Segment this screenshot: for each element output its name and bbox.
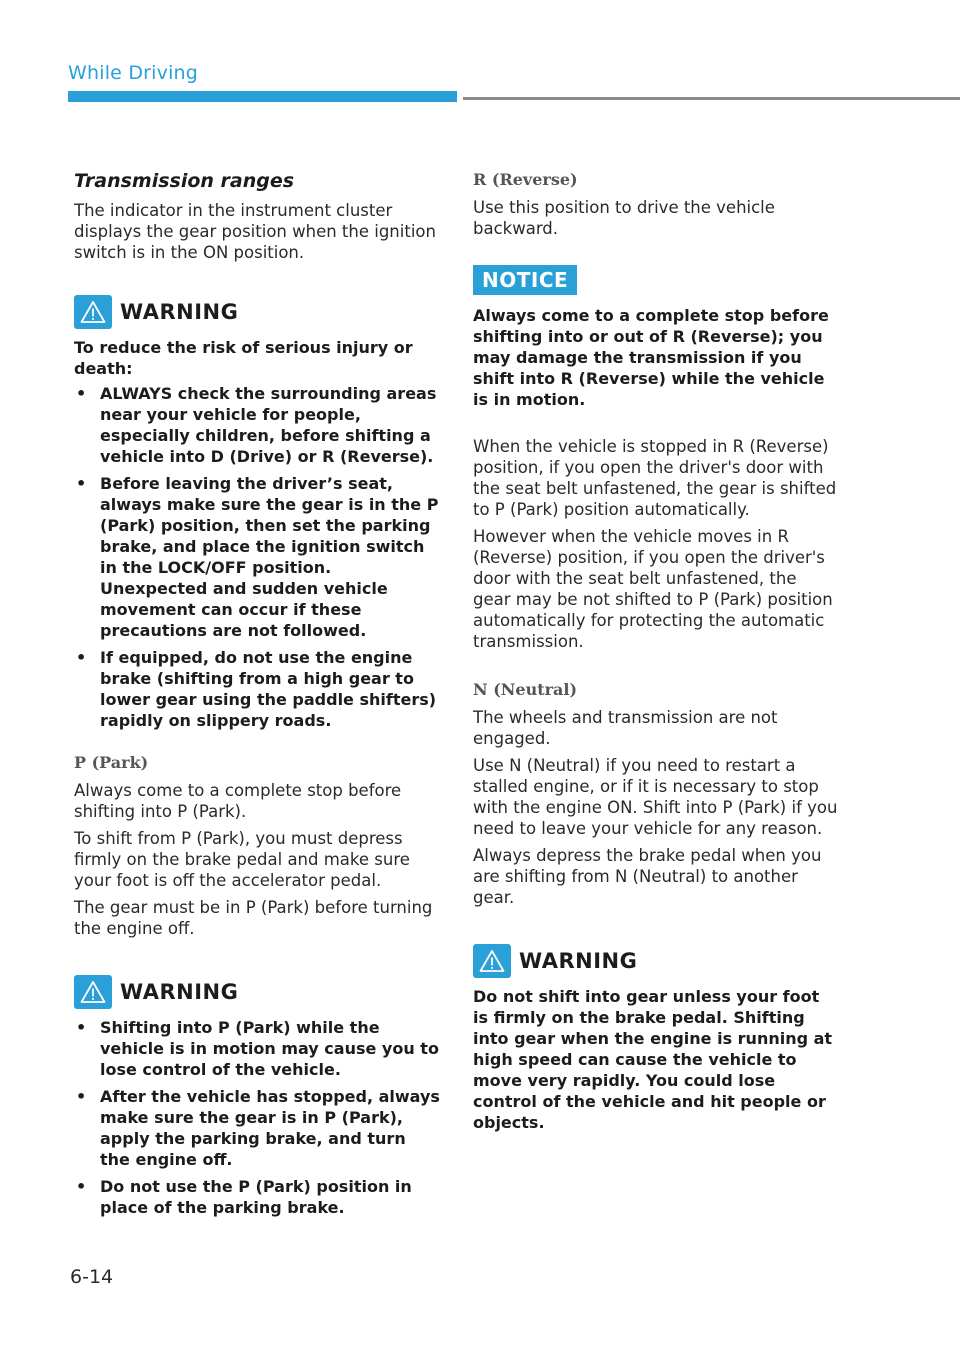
list-item xyxy=(74,1017,440,1080)
warning-heading xyxy=(473,944,839,978)
notice-text: Always come to a complete stop before shifting into or out of R (Reverse); you may damage the transmission if you shift into R (Reverse) while the vehicle is in motion. xyxy=(473,306,829,409)
header-rule xyxy=(463,97,960,100)
warning-triangle-icon xyxy=(473,944,511,978)
right-column xyxy=(473,170,839,1137)
park-paragraph: Always come to a complete stop before shifting into P (Park). xyxy=(74,781,402,821)
list-item xyxy=(74,383,440,467)
list-item-text: Before leaving the driver’s seat, always make sure the gear is in the P (Park) position, then set the parking brake, and place the ignition switch in the LOCK/OFF position. Unexpected and sudden vehicle movement can occur if these precautions are not followed. xyxy=(100,474,439,640)
list-item xyxy=(74,647,440,731)
warning-list xyxy=(74,383,440,731)
left-column xyxy=(74,170,440,1224)
bullet-icon: • xyxy=(76,1018,87,1037)
park-title: P (Park) xyxy=(74,753,149,772)
warning-block-3 xyxy=(473,944,839,1133)
list-item-text: Do not use the P (Park) position in place of the parking brake. xyxy=(100,1177,412,1217)
neutral-paragraph: The wheels and transmission are not engaged. xyxy=(473,708,778,748)
list-item-text: After the vehicle has stopped, always make sure the gear is in P (Park), apply the parking brake, and turn the engine off. xyxy=(100,1087,440,1169)
warning-text: Do not shift into gear unless your foot is firmly on the brake pedal. Shifting into gear when the engine is running at high speed can cause the vehicle to move very rapidly. You could lose control of the vehicle and hit people or objects. xyxy=(473,987,833,1132)
notice-block xyxy=(473,265,839,410)
list-item xyxy=(74,1086,440,1170)
reverse-title: R (Reverse) xyxy=(473,170,578,189)
bullet-icon: • xyxy=(76,1177,87,1196)
list-item-text: Shifting into P (Park) while the vehicle is in motion may cause you to lose control of the vehicle. xyxy=(100,1018,439,1079)
warning-heading xyxy=(74,295,440,329)
page-number: 6-14 xyxy=(70,1266,114,1288)
header-accent-bar xyxy=(68,91,457,102)
page-header-title: While Driving xyxy=(68,62,199,84)
reverse-paragraph: Use this position to drive the vehicle backward. xyxy=(473,198,775,238)
section-title: Transmission ranges xyxy=(74,170,295,192)
warning-block-1 xyxy=(74,295,440,731)
neutral-title: N (Neutral) xyxy=(473,680,578,699)
bullet-icon: • xyxy=(76,384,87,403)
warning-heading xyxy=(74,975,440,1009)
list-item-text: ALWAYS check the surrounding areas near your vehicle for people, especially children, before shifting a vehicle into D (Drive) or R (Reverse). xyxy=(100,384,437,466)
bullet-icon: • xyxy=(76,648,87,667)
warning-label: WARNING xyxy=(519,949,638,973)
neutral-paragraph: Always depress the brake pedal when you are shifting from N (Neutral) to another gear. xyxy=(473,846,822,907)
list-item xyxy=(74,473,440,641)
warning-label: WARNING xyxy=(120,980,239,1004)
list-item-text: If equipped, do not use the engine brake (shifting from a high gear to lower gear using the paddle shifters) rapidly on slippery roads. xyxy=(100,648,437,730)
warning-label: WARNING xyxy=(120,300,239,324)
intro-paragraph: The indicator in the instrument cluster displays the gear position when the ignition switch is in the ON position. xyxy=(74,201,436,262)
bullet-icon: • xyxy=(76,1087,87,1106)
list-item xyxy=(74,1176,440,1218)
park-paragraph: To shift from P (Park), you must depress firmly on the brake pedal and make sure your foot is off the accelerator pedal. xyxy=(74,829,410,890)
warning-triangle-icon xyxy=(74,295,112,329)
reverse-detail-paragraph: When the vehicle is stopped in R (Reverse) position, if you open the driver's door with the seat belt unfastened, the gear is shifted to P (Park) position automatically. xyxy=(473,437,837,519)
warning-lead: To reduce the risk of serious injury or death: xyxy=(74,338,413,378)
reverse-detail-paragraph: However when the vehicle moves in R (Reverse) position, if you open the driver's door with the seat belt unfastened, the gear may be not shifted to P (Park) position automatically for protecting the automatic transmission. xyxy=(473,527,833,651)
warning-block-2 xyxy=(74,975,440,1218)
warning-triangle-icon xyxy=(74,975,112,1009)
bullet-icon: • xyxy=(76,474,87,493)
warning-list xyxy=(74,1017,440,1218)
park-paragraph: The gear must be in P (Park) before turning the engine off. xyxy=(74,898,433,938)
notice-label: NOTICE xyxy=(473,265,577,295)
neutral-paragraph: Use N (Neutral) if you need to restart a stalled engine, or if it is necessary to stop with the engine ON. Shift into P (Park) if you need to leave your vehicle for any reason. xyxy=(473,756,838,838)
